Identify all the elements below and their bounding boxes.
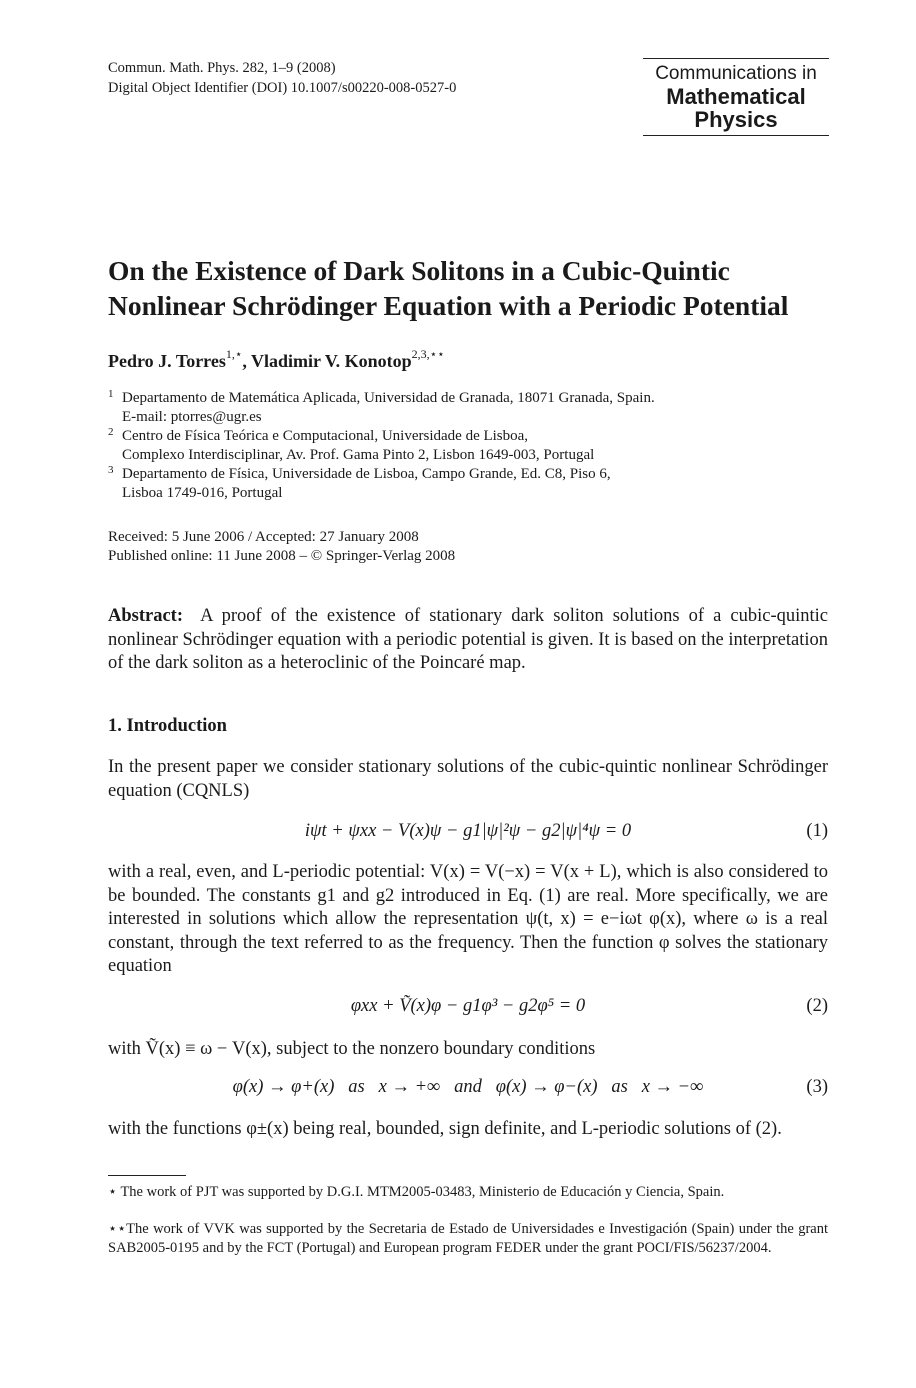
title-line: Nonlinear Schrödinger Equation with a Periodic Potential xyxy=(108,290,789,321)
footnote-divider xyxy=(108,1175,186,1176)
author-name: Vladimir V. Konotop xyxy=(251,351,412,371)
equation-expression: φ(x) → φ+(x) as x → +∞ and φ(x) → φ−(x) as x → −∞ xyxy=(232,1077,704,1097)
journal-logo xyxy=(643,58,829,136)
author-separator: , xyxy=(242,351,252,371)
published-date: Published online: 11 June 2008 – © Springer-Verlag 2008 xyxy=(108,548,456,564)
author-name: Pedro J. Torres xyxy=(108,351,226,371)
affiliation xyxy=(108,389,828,427)
equation-1 xyxy=(108,821,828,847)
abstract-label: Abstract: xyxy=(108,606,184,626)
affiliation-email: E-mail: ptorres@ugr.es xyxy=(122,409,262,425)
equation-number: (3) xyxy=(806,1077,828,1097)
affiliation-line: Centro de Física Teórica e Computacional, Universidade de Lisboa, xyxy=(122,428,529,444)
paragraph: with a real, even, and L-periodic potential: V(x) = V(−x) = V(x + L), which is also considered to be bounded. The constants g1 and g2 introduced in Eq. (1) are real. More specifically, we are interested in solutions which allow the representation ψ(t, x) = e−iωt φ(x), where ω is a real constant, through the text referred to as the frequency. Then the function φ solves the stationary equation xyxy=(108,862,828,976)
paper-title xyxy=(108,253,848,323)
paragraph: In the present paper we consider stationary solutions of the cubic-quintic nonlinear Schrödinger equation (CQNLS) xyxy=(108,757,828,801)
affiliation-line: Complexo Interdisciplinar, Av. Prof. Gama Pinto 2, Lisbon 1649-003, Portugal xyxy=(122,447,595,463)
equation-expression: iψt + ψxx − V(x)ψ − g1|ψ|²ψ − g2|ψ|⁴ψ = 0 xyxy=(304,821,632,841)
affiliation-number: 2 xyxy=(108,426,114,438)
affiliation-number: 1 xyxy=(108,388,114,400)
title-line: On the Existence of Dark Solitons in a Cubic-Quintic xyxy=(108,255,730,286)
journal-citation xyxy=(108,58,456,98)
equation-number: (2) xyxy=(806,996,828,1016)
journal-citation-line: Commun. Math. Phys. 282, 1–9 (2008) xyxy=(108,60,336,76)
affiliation-line: Departamento de Física, Universidade de Lisboa, Campo Grande, Ed. C8, Piso 6, xyxy=(122,466,611,482)
abstract-text: A proof of the existence of stationary dark soliton solutions of a cubic-quintic nonlinear Schrödinger equation with a periodic potential is given. It is based on the interpretation of the dark soliton as a heteroclinic of the Poincaré map. xyxy=(108,606,828,673)
paragraph: with the functions φ±(x) being real, bounded, sign definite, and L-periodic solutions of (2). xyxy=(108,1119,782,1139)
paragraph: with Ṽ(x) ≡ ω − V(x), subject to the nonzero boundary conditions xyxy=(108,1039,596,1059)
journal-logo-line: Physics xyxy=(694,107,778,132)
affiliation xyxy=(108,427,828,465)
publication-dates xyxy=(108,528,455,566)
affiliation-line: Departamento de Matemática Aplicada, Universidad de Granada, 18071 Granada, Spain. xyxy=(122,390,655,406)
affiliation xyxy=(108,465,828,503)
abstract xyxy=(108,605,828,676)
journal-logo-line: Communications in xyxy=(655,63,817,84)
received-date: Received: 5 June 2006 / Accepted: 27 January 2008 xyxy=(108,529,419,545)
equation-3 xyxy=(108,1077,828,1103)
author-superscript: 2,3,⋆⋆ xyxy=(411,347,445,361)
equation-2 xyxy=(108,996,828,1022)
affiliation-number: 3 xyxy=(108,464,114,476)
author-superscript: 1,⋆ xyxy=(225,347,243,361)
section-heading: 1. Introduction xyxy=(108,716,227,736)
footnote: ⋆⋆The work of VVK was supported by the Secretaria de Estado de Universidades e Investigación (Spain) under the grant SAB2005-0195 and by the FCT (Portugal) and European program FEDER under the grant POCI/FIS/56237/2004. xyxy=(108,1221,828,1256)
journal-logo-line: Mathematical xyxy=(666,84,806,109)
footnote: ⋆ The work of PJT was supported by D.G.I. MTM2005-03483, Ministerio de Educación y Ciencia, Spain. xyxy=(108,1184,725,1200)
affiliation-line: Lisboa 1749-016, Portugal xyxy=(122,485,283,501)
equation-expression: φxx + Ṽ(x)φ − g1φ³ − g2φ⁵ = 0 xyxy=(350,996,586,1016)
author-list xyxy=(108,349,445,372)
equation-number: (1) xyxy=(806,821,828,841)
doi-line: Digital Object Identifier (DOI) 10.1007/s00220-008-0527-0 xyxy=(108,80,457,96)
